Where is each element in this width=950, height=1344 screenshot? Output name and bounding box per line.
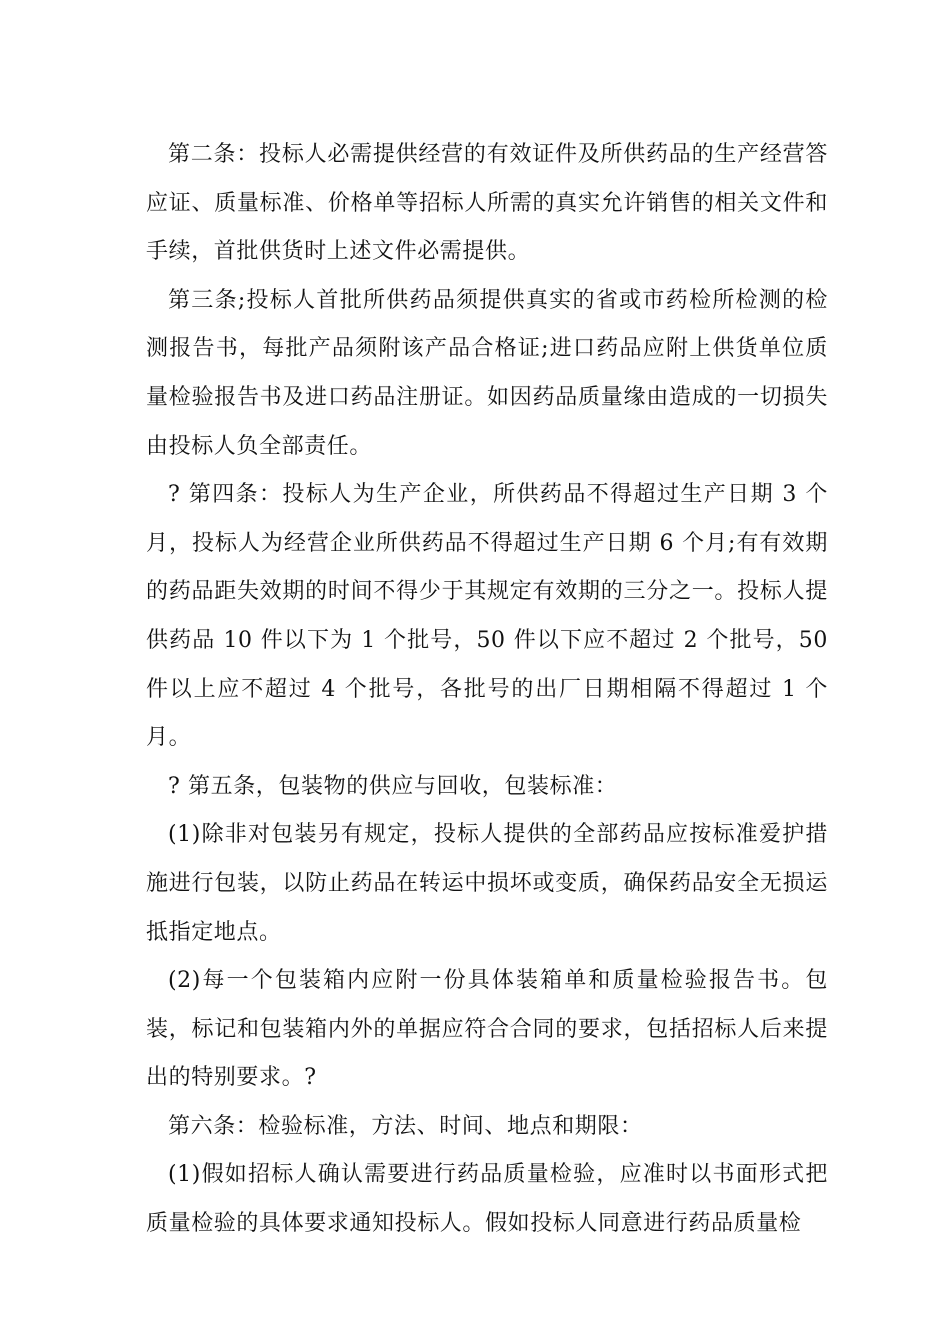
paragraph-article-4: ? 第四条：投标人为生产企业，所供药品不得超过生产日期 3 个月，投标人为经营企业所供药品不得超过生产日期 6 个月;有有效期的药品距失效期的时间不得少于其规定有效期的三分之一。投标人提供药品 10 件以下为 1 个批号，50 件以下应不超过 2 个批号，50 件以上应不超过 4 个批号，各批号的出厂日期相隔不得超过 1 个月。 [146,482,828,751]
paragraph-article-6-item-1: (1)假如招标人确认需要进行药品质量检验，应准时以书面形式把质量检验的具体要求通知投标人。假如投标人同意进行药品质量检 [146,1162,828,1237]
paragraph-article-5: ? 第五条，包装物的供应与回收，包装标准： [168,773,618,799]
document-body [146,131,828,1249]
paragraph-article-5-item-2: (2)每一个包装箱内应附一份具体装箱单和质量检验报告书。包装，标记和包装箱内外的单据应符合合同的要求，包括招标人后来提出的特别要求。? [146,968,828,1091]
paragraph-article-6: 第六条：检验标准，方法、时间、地点和期限： [168,1113,643,1139]
paragraph-article-3: 第三条;投标人首批所供药品须提供真实的省或市药检所检测的检测报告书，每批产品须附该产品合格证;进口药品应附上供货单位质量检验报告书及进口药品注册证。如因药品质量缘由造成的一切损失由投标人负全部责任。 [146,287,828,459]
paragraph-article-5-item-1: (1)除非对包装另有规定，投标人提供的全部药品应按标准爱护措施进行包装，以防止药品在转运中损坏或变质，确保药品安全无损运抵指定地点。 [146,822,828,945]
paragraph-article-2: 第二条：投标人必需提供经营的有效证件及所供药品的生产经营答应证、质量标准、价格单等招标人所需的真实允许销售的相关文件和手续，首批供货时上述文件必需提供。 [146,142,828,265]
